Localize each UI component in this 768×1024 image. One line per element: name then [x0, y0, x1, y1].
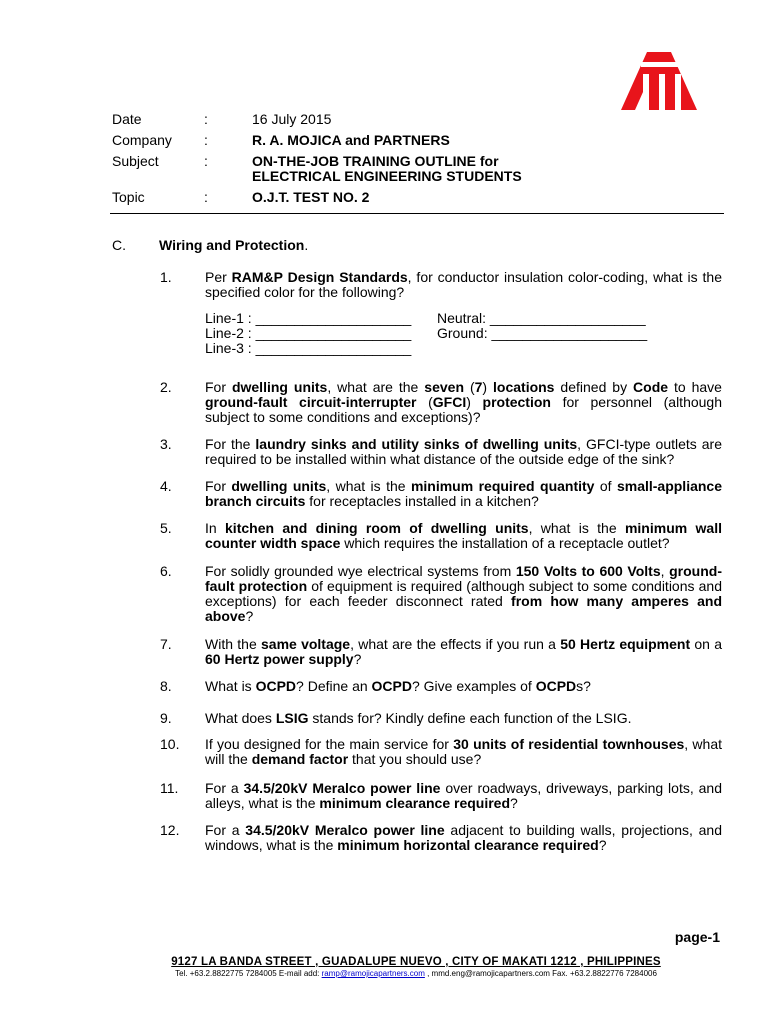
question-segment: for receptacles installed in a kitchen?: [305, 493, 539, 509]
topic-label: Topic: [112, 189, 145, 205]
question-segment: of: [594, 478, 617, 494]
question-emphasis: ground-fault circuit-interrupter: [205, 394, 417, 410]
question-text: [205, 679, 722, 694]
question-segment: ?: [245, 608, 254, 624]
question-emphasis: kitchen and dining room of dwelling units: [225, 520, 529, 536]
question-emphasis: dwelling units: [231, 379, 328, 395]
blank-row-3: [205, 341, 725, 356]
question-emphasis: 34.5/20kV Meralco power line: [243, 780, 441, 796]
topic-row: [112, 190, 722, 205]
question-emphasis: 30 units of residential townhouses: [453, 736, 685, 752]
footer-contact: [0, 969, 768, 978]
question-emphasis: minimum wall counter width space: [205, 520, 722, 551]
footer-email-link[interactable]: ramp@ramojicapartners.com: [321, 969, 425, 978]
date-colon: :: [204, 111, 208, 127]
question-segment: , what will the: [205, 736, 723, 767]
question-number: 1.: [160, 269, 172, 285]
line3-blank: Line-3 : ____________________: [205, 340, 412, 356]
question-text: [205, 437, 722, 467]
question-segment: If you designed for the main service for: [205, 736, 454, 752]
question-segment: ): [482, 379, 494, 395]
topic-value: O.J.T. TEST NO. 2: [252, 189, 370, 205]
question-emphasis: minimum horizontal clearance required: [337, 837, 599, 853]
question-emphasis: seven: [424, 379, 464, 395]
question-emphasis: OCPD: [371, 678, 412, 694]
question-number: 9.: [160, 710, 172, 726]
question-segment: ? Define an: [296, 678, 372, 694]
subject-line-1: ON-THE-JOB TRAINING OUTLINE for: [252, 153, 499, 169]
question-number: 10.: [160, 736, 180, 752]
question-text: [205, 823, 722, 853]
question-text: [205, 270, 722, 300]
question-emphasis: dwelling units: [231, 478, 327, 494]
section-title: [159, 238, 308, 253]
question-segment: For solidly grounded wye electrical systems from: [205, 563, 516, 579]
question-segment: What is: [205, 678, 256, 694]
question-segment: , what are the: [327, 379, 425, 395]
question-segment: ,: [660, 563, 670, 579]
question-emphasis: from how many amperes and above: [205, 593, 722, 624]
topic-colon: :: [204, 189, 208, 205]
neutral-blank: Neutral: ____________________: [437, 310, 646, 326]
line2-blank: Line-2 : ____________________: [205, 325, 412, 341]
question-emphasis: small-appliance branch circuits: [205, 478, 722, 509]
question-segment: adjacent to building walls, projections, and windows, what is the: [205, 822, 722, 853]
line1-blank: Line-1 : ____________________: [205, 310, 412, 326]
question-emphasis: ground-fault protection: [205, 563, 722, 594]
question-segment: For a: [205, 822, 246, 838]
blank-row-1: [205, 311, 725, 326]
question-segment: Per: [205, 269, 232, 285]
question-segment: (: [416, 394, 433, 410]
question-emphasis: LSIG: [275, 710, 309, 726]
question-emphasis: 50 Hertz equipment: [560, 636, 691, 652]
subject-colon: :: [204, 153, 208, 169]
question-emphasis: minimum clearance required: [319, 795, 511, 811]
question-emphasis: 150 Volts to 600 Volts: [515, 563, 661, 579]
question-number: 7.: [160, 636, 172, 652]
question-segment: on a: [690, 636, 722, 652]
question-text: [205, 521, 722, 551]
page-number: page-1: [674, 929, 720, 945]
question-segment: to have: [668, 379, 722, 395]
subject-value: [252, 154, 722, 184]
question-segment: , what is the: [528, 520, 625, 536]
color-blanks: [205, 311, 725, 356]
question-segment: which requires the installation of a receptacle outlet?: [340, 535, 670, 551]
question-segment: For: [205, 478, 232, 494]
question-text: [205, 737, 722, 767]
question-text: [205, 711, 722, 726]
question-segment: , what are the effects if you run a: [350, 636, 561, 652]
question-number: 6.: [160, 563, 172, 579]
question-segment: stands for? Kindly define each function of the LSIG.: [308, 710, 632, 726]
question-text: [205, 637, 722, 667]
company-logo: [621, 52, 697, 110]
question-number: 5.: [160, 520, 172, 536]
footer-tel: Tel. +63.2.8822775 7284005 E-mail add:: [175, 969, 322, 978]
question-segment: for personnel (although subject to some conditions and exceptions)?: [205, 394, 722, 425]
subject-label: Subject: [112, 153, 159, 169]
question-segment: defined by: [554, 379, 634, 395]
subject-row: [112, 154, 722, 184]
question-segment: over roadways, driveways, parking lots, and alleys, what is the: [205, 780, 722, 811]
header-divider: [110, 213, 724, 214]
subject-line-2: ELECTRICAL ENGINEERING STUDENTS: [252, 168, 522, 184]
question-segment: With the: [205, 636, 261, 652]
question-emphasis: OCPD: [255, 678, 297, 694]
memo-header: [112, 112, 722, 211]
question-segment: ?: [353, 651, 362, 667]
question-segment: In: [205, 520, 226, 536]
question-segment: ? Give examples of: [411, 678, 536, 694]
section-title-text: Wiring and Protection: [159, 237, 305, 253]
question-segment: For a: [205, 780, 244, 796]
question-segment: ?: [598, 837, 607, 853]
footer-contact-rest: , mmd.eng@ramojicapartners.com Fax. +63.2.8822776 7284006: [424, 969, 657, 978]
blank-row-2: [205, 326, 725, 341]
question-number: 11.: [160, 780, 179, 796]
section-letter: C.: [112, 237, 126, 253]
question-segment: What does: [205, 710, 276, 726]
question-text: [205, 564, 722, 624]
company-label: Company: [112, 132, 172, 148]
question-segment: For: [205, 379, 232, 395]
question-emphasis: demand factor: [251, 751, 349, 767]
question-segment: of equipment is required (although subject to some conditions and exceptions) for each feeder disconnect rated: [205, 578, 722, 609]
question-number: 2.: [160, 379, 172, 395]
question-emphasis: protection: [482, 394, 551, 410]
question-number: 12.: [160, 822, 180, 838]
question-segment: ?: [510, 795, 518, 811]
question-emphasis: 60 Hertz power supply: [205, 651, 354, 667]
question-segment: , for conductor insulation color-coding, what is the specified color for the following?: [205, 269, 722, 300]
question-text: [205, 781, 722, 811]
company-colon: :: [204, 132, 208, 148]
question-number: 8.: [160, 678, 172, 694]
question-emphasis: GFCI: [432, 394, 467, 410]
question-emphasis: OCPD: [535, 678, 577, 694]
question-number: 3.: [160, 436, 172, 452]
question-emphasis: Code: [633, 379, 669, 395]
question-segment: , GFCI-type outlets are required to be installed within what distance of the outside edge of the sink?: [205, 436, 722, 467]
date-label: Date: [112, 111, 142, 127]
question-text: [205, 380, 722, 425]
question-segment: , what is the: [326, 478, 411, 494]
question-emphasis: locations: [493, 379, 555, 395]
question-segment: that you should use?: [348, 751, 482, 767]
question-segment: s?: [576, 678, 591, 694]
question-emphasis: minimum required quantity: [410, 478, 595, 494]
footer-address: 9127 LA BANDA STREET , GUADALUPE NUEVO , CITY OF MAKATI 1212 , PHILIPPINES: [171, 956, 661, 968]
date-row: [112, 112, 722, 127]
ground-blank: Ground: ____________________: [437, 325, 648, 341]
question-segment: For the: [205, 436, 256, 452]
question-segment: (: [464, 379, 475, 395]
question-number: 4.: [160, 478, 172, 494]
question-emphasis: same voltage: [261, 636, 351, 652]
date-value: 16 July 2015: [252, 111, 332, 127]
question-emphasis: 34.5/20kV Meralco power line: [245, 822, 445, 838]
question-segment: ): [466, 394, 483, 410]
question-emphasis: laundry sinks and utility sinks of dwelling units: [255, 436, 578, 452]
question-text: [205, 479, 722, 509]
question-emphasis: RAM&P Design Standards: [231, 269, 408, 285]
company-row: [112, 133, 722, 148]
section-title-period: .: [304, 237, 309, 253]
company-value: R. A. MOJICA and PARTNERS: [252, 132, 450, 148]
question-emphasis: 7: [474, 379, 483, 395]
